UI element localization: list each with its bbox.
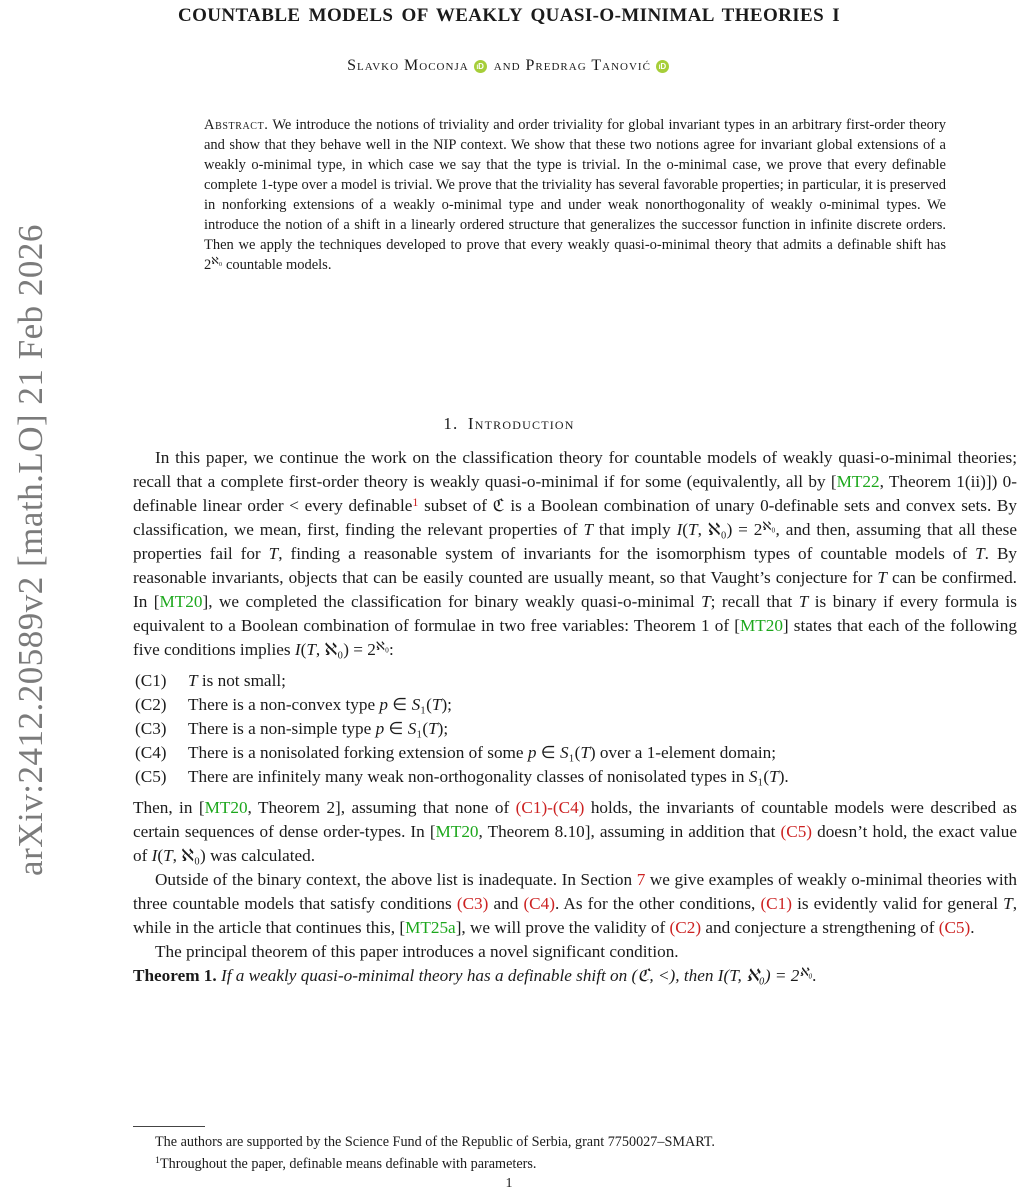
list-item	[133, 693, 1017, 717]
ref-link[interactable]: (C1)-(C4)	[515, 798, 585, 817]
intro-paragraph-4: The principal theorem of this paper introduces a novel significant condition.	[155, 942, 679, 961]
condition-text: There is a non-simple type p ∈ S₁(T);	[188, 719, 449, 738]
list-item	[133, 717, 1017, 741]
condition-label: (C2)	[135, 695, 167, 714]
orcid-icon[interactable]: iD	[474, 60, 487, 73]
orcid-icon[interactable]: iD	[656, 60, 669, 73]
ref-link[interactable]: MT25a	[405, 918, 456, 937]
intro-paragraph-1: In this paper, we continue the work on the classification theory for countable models of weakly quasi-o-minimal theories; recall that a complete first-order theory is weakly quasi-o-minimal if for some (equivalently, all by [MT22, Theorem 1(ii)]) 0-definable linear order < every definable$^1$ subset of ℭ is a Boolean combination of unary 0-definable sets and convex sets. By classification, we mean, first, finding the relevant properties of T that imply I(T, ℵ₀) = $2^{ℵ_0}$, and then, assuming that all these properties fail for T, finding a reasonable system of invariants for the isomorphism types of countable models of T. By reasonable invariants, objects that can be easily counted are usually meant, so that Vaught’s conjecture for T can be confirmed. In [MT20], we completed the classification for binary weakly quasi-o-minimal T; recall that T is binary if every formula is equivalent to a Boolean combination of formulae in two free variables: Theorem 1 of [MT20] states that each of the following five conditions implies I(T, ℵ₀) = $2^{ℵ_0}$:	[133, 448, 1017, 659]
footnote-1: $^1$Throughout the paper, definable means definable with parameters.	[155, 1155, 537, 1172]
condition-text: T is not small;	[188, 671, 286, 690]
footnote-support: The authors are supported by the Science Fund of the Republic of Serbia, grant 7750027–SMART.	[155, 1134, 715, 1150]
intro-paragraph-3: Outside of the binary context, the above list is inadequate. In Section 7 we give examples of weakly o-minimal theories with three countable models that satisfy conditions (C3) and (C4). As for the other conditions, (C1) is evidently valid for general T, while in the article that continues this, [MT25a], we will prove the validity of (C2) and conjecture a strengthening of (C5).	[133, 870, 1017, 937]
ref-link[interactable]: 7	[636, 870, 646, 889]
list-item	[133, 669, 1017, 693]
ref-link[interactable]: MT20	[204, 798, 248, 817]
ref-link[interactable]: (C5)	[938, 918, 971, 937]
theorem-1: Theorem 1. If a weakly quasi-o-minimal theory has a definable shift on (ℭ, <), then I(T, ℵ₀) = $2^{ℵ_0}$.	[133, 964, 817, 985]
ref-link[interactable]: MT20	[435, 822, 479, 841]
introduction-body	[133, 446, 1017, 988]
arxiv-watermark: arXiv:2412.20589v2 [math.LO] 21 Feb 2026	[11, 224, 50, 876]
ref-link[interactable]: (C5)	[780, 822, 813, 841]
list-item	[133, 741, 1017, 765]
condition-text: There are infinitely many weak non-orthogonality classes of nonisolated types in S₁(T).	[188, 767, 789, 786]
section-heading: 1. Introduction	[443, 414, 575, 433]
intro-paragraph-2: Then, in [MT20, Theorem 2], assuming that none of (C1)-(C4) holds, the invariants of countable models were described as certain sequences of dense order-types. In [MT20, Theorem 8.10], assuming in addition that (C5) doesn’t hold, the exact value of I(T, ℵ₀) was calculated.	[133, 798, 1017, 865]
ref-link[interactable]: MT22	[836, 472, 880, 491]
condition-label: (C4)	[135, 743, 167, 762]
ref-link[interactable]: (C1)	[760, 894, 792, 913]
condition-text: There is a nonisolated forking extension of some p ∈ S₁(T) over a 1-element domain;	[188, 743, 777, 762]
condition-label: (C1)	[135, 671, 167, 690]
footnote-rule	[133, 1126, 205, 1127]
ref-link[interactable]: MT20	[159, 592, 203, 611]
ref-link[interactable]: MT20	[739, 616, 783, 635]
author-name: Slavko Moconja	[347, 57, 469, 74]
page-number: 1	[505, 1176, 513, 1191]
conditions-list	[133, 669, 1017, 789]
ref-link[interactable]: (C2)	[669, 918, 702, 937]
paper-title: COUNTABLE MODELS OF WEAKLY QUASI-O-MINIMAL THEORIES I	[177, 5, 841, 26]
condition-label: (C5)	[135, 767, 167, 786]
ref-link[interactable]: (C4)	[523, 894, 555, 913]
condition-label: (C3)	[135, 719, 167, 738]
abstract: Abstract. We introduce the notions of triviality and order triviality for global invariant types in an arbitrary first-order theory and show that they behave well in the NIP context. We show that these two notions agree for invariant global extensions of a weakly o-minimal type, in which case we say that the type is trivial. In the o-minimal case, we prove that every definable complete 1-type over a model is trivial. We prove that the triviality has several favorable properties; in particular, it is preserved in nonforking extensions of a weakly o-minimal type and under weak nonorthogonality of weakly o-minimal types. We introduce the notion of a shift in a linearly ordered structure that generalizes the successor function in infinite discrete orders. Then we apply the techniques developed to prove that every weakly quasi-o-minimal theory that admits a definable shift has $2^{ℵ_0}$ countable models.	[204, 117, 946, 273]
footnotes	[133, 1132, 1017, 1175]
author-name: and Predrag Tanović	[493, 57, 651, 74]
ref-link[interactable]: 1	[412, 494, 419, 509]
list-item	[133, 765, 1017, 789]
condition-text: There is a non-convex type p ∈ S₁(T);	[188, 695, 452, 714]
authors-line	[0, 57, 1018, 75]
ref-link[interactable]: (C3)	[456, 894, 489, 913]
